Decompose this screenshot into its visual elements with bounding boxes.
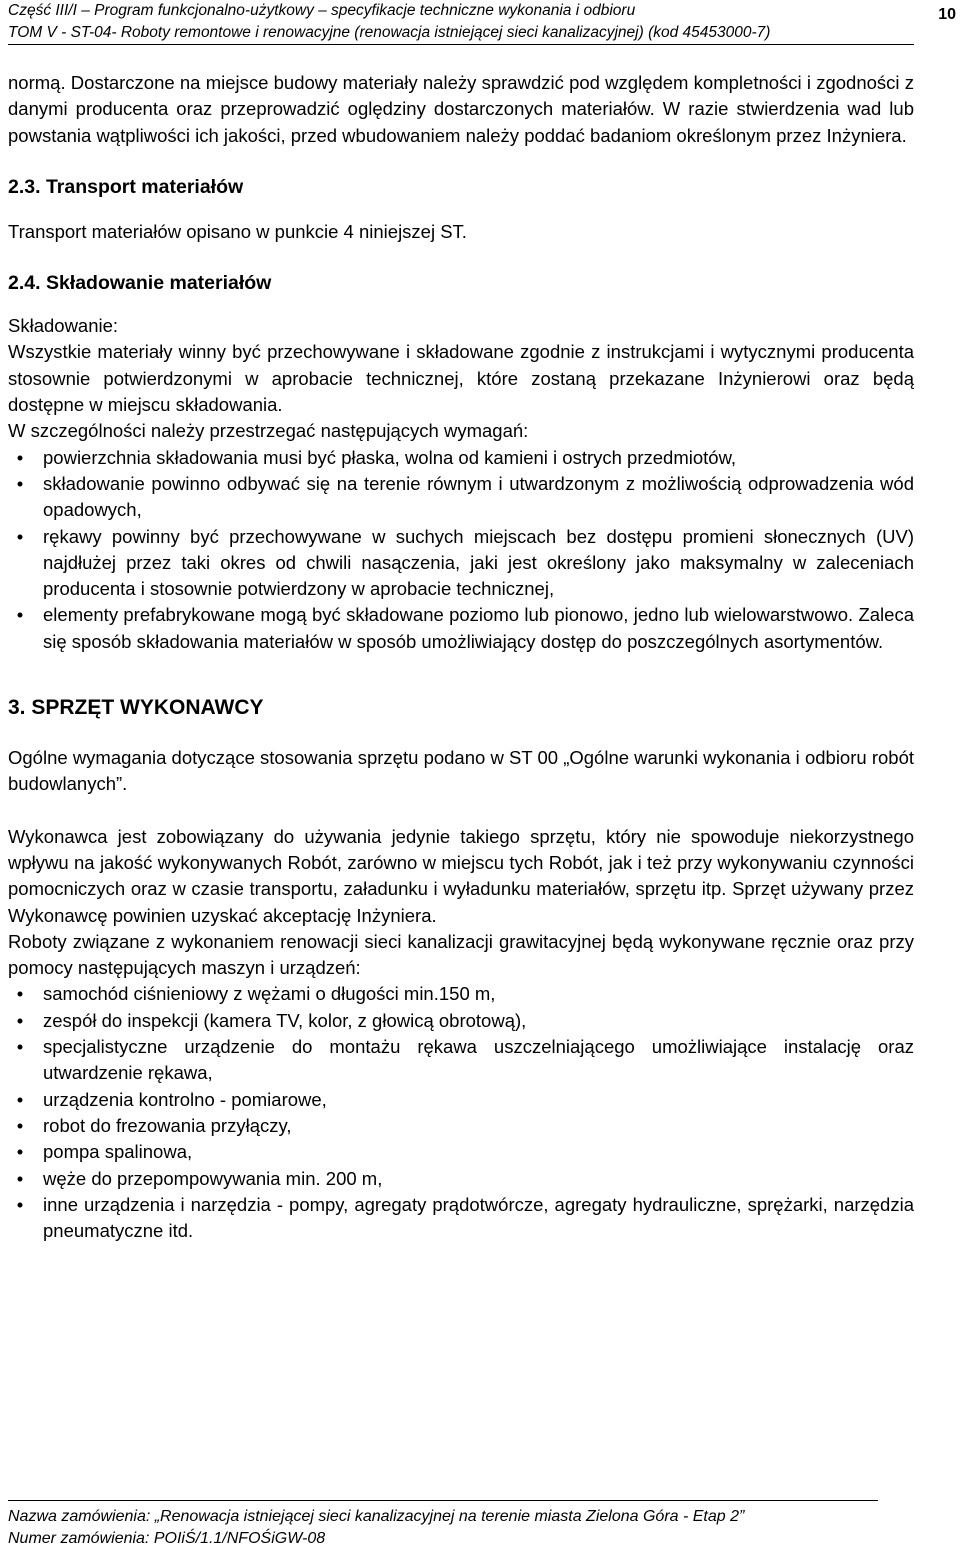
bullet-icon: • — [16, 1036, 24, 1058]
equipment-paragraph-contractor: Wykonawca jest zobowiązany do używania jedynie takiego sprzętu, który nie spowoduje niekorzystnego wpływu na jakość wykonywanych Robót, zarówno w miejscu tych Robót, jak i też przy wykonywaniu czynności pomocniczych oraz w czasie transportu, załadunku i wyładunku materiałów, sprzętu itp. Sprzęt używany przez Wykonawcę powinien uzyskać akceptację Inżyniera. — [8, 825, 914, 926]
bullet-icon: • — [16, 1009, 24, 1031]
list-item: • składowanie powinno odbywać się na terenie równym i utwardzonym z możliwością odprowadzenia wód opadowych, — [8, 471, 914, 524]
bullet-icon: • — [16, 1114, 24, 1136]
bullet-icon: • — [16, 1193, 24, 1215]
footer-order-name: Nazwa zamówienia: „Renowacja istniejącej sieci kanalizacyjnej na terenie miasta Zielona Góra - Etap 2” — [8, 1508, 745, 1525]
intro-paragraph: normą. Dostarczone na miejsce budowy materiały należy sprawdzić pod względem kompletności i zgodności z danymi producenta oraz przeprowadzić oględziny dostarczonych materiałów. W razie stwierdzenia wad lub powstania wątpliwości ich jakości, przed wbudowaniem należy poddać badaniom określonym przez Inżyniera. — [8, 72, 914, 146]
list-item: • inne urządzenia i narzędzia - pompy, agregaty prądotwórcze, agregaty hydrauliczne, sprężarki, narzędzia pneumatyczne itd. — [8, 1192, 914, 1245]
list-item: • samochód ciśnieniowy z wężami o długości min.150 m, — [8, 981, 914, 1007]
page-number: 10 — [938, 6, 956, 23]
footer-divider — [8, 1500, 878, 1501]
header-volume-title: TOM V - ST-04- Roboty remontowe i renowacyjne (renowacja istniejącej sieci kanalizacyjnej) (kod 45453000-7) — [8, 24, 771, 41]
header-divider — [8, 44, 914, 45]
equipment-paragraph-machines: Roboty związane z wykonaniem renowacji sieci kanalizacji grawitacyjnej będą wykonywane ręcznie oraz przy pomocy następujących maszyn i urządzeń: — [8, 930, 914, 979]
document-body — [8, 70, 914, 1244]
bullet-icon: • — [16, 983, 24, 1005]
bullet-icon: • — [16, 446, 24, 468]
bullet-icon: • — [16, 1141, 24, 1163]
bullet-icon: • — [16, 1088, 24, 1110]
section-heading-transport: 2.3. Transport materiałów — [8, 175, 244, 198]
header-document-part: Część III/I – Program funkcjonalno-użytkowy – specyfikacje techniczne wykonania i odbioru — [8, 2, 636, 19]
storage-paragraph: Wszystkie materiały winny być przechowywane i składowane zgodnie z instrukcjami i wytycznymi producenta stosownie potwierdzonymi w aprobacie technicznej, które zostaną przekazane Inżynierowi oraz będą dostępne w miejscu składowania. — [8, 341, 914, 416]
section-heading-storage: 2.4. Składowanie materiałów — [8, 272, 272, 295]
bullet-icon: • — [16, 525, 24, 547]
equipment-list — [8, 981, 914, 1244]
list-item: • pompa spalinowa, — [8, 1139, 914, 1165]
list-item: • węże do przepompowywania min. 200 m, — [8, 1166, 914, 1192]
storage-requirements-list — [8, 445, 914, 655]
list-item: • urządzenia kontrolno - pomiarowe, — [8, 1087, 914, 1113]
page-footer — [8, 1500, 952, 1550]
bullet-icon: • — [16, 1167, 24, 1189]
list-item: • robot do frezowania przyłączy, — [8, 1113, 914, 1139]
storage-lead: W szczególności należy przestrzegać następujących wymagań: — [8, 420, 529, 442]
list-item: • specjalistyczne urządzenie do montażu rękawa uszczelniającego umożliwiające instalację oraz utwardzenie rękawa, — [8, 1034, 914, 1087]
list-item: • rękawy powinny być przechowywane w suchych miejscach bez dostępu promieni słonecznych (UV) najdłużej przez taki okres od chwili nasączenia, jaki jest określony jako maksymalny w zaleceniach producenta i stosownie potwierdzony w aprobacie technicznej, — [8, 524, 914, 603]
storage-label: Składowanie: — [8, 315, 119, 337]
equipment-paragraph-general: Ogólne wymagania dotyczące stosowania sprzętu podano w ST 00 „Ogólne warunki wykonania i odbioru robót budowlanych”. — [8, 747, 914, 795]
page-header — [8, 0, 952, 44]
section-heading-equipment: 3. SPRZĘT WYKONAWCY — [8, 696, 264, 720]
bullet-icon: • — [16, 604, 24, 626]
list-item: • elementy prefabrykowane mogą być składowane poziomo lub pionowo, jedno lub wielowarstwowo. Zaleca się sposób składowania materiałów w sposób umożliwiający dostęp do poszczególnych asortymentów. — [8, 602, 914, 655]
footer-order-number: Numer zamówienia: POIiŚ/1.1/NFOŚiGW-08 — [8, 1530, 326, 1547]
list-item: • powierzchnia składowania musi być płaska, wolna od kamieni i ostrych przedmiotów, — [8, 445, 914, 471]
list-item: • zespół do inspekcji (kamera TV, kolor, z głowicą obrotową), — [8, 1008, 914, 1034]
transport-paragraph: Transport materiałów opisano w punkcie 4 niniejszej ST. — [8, 220, 467, 242]
bullet-icon: • — [16, 472, 24, 494]
